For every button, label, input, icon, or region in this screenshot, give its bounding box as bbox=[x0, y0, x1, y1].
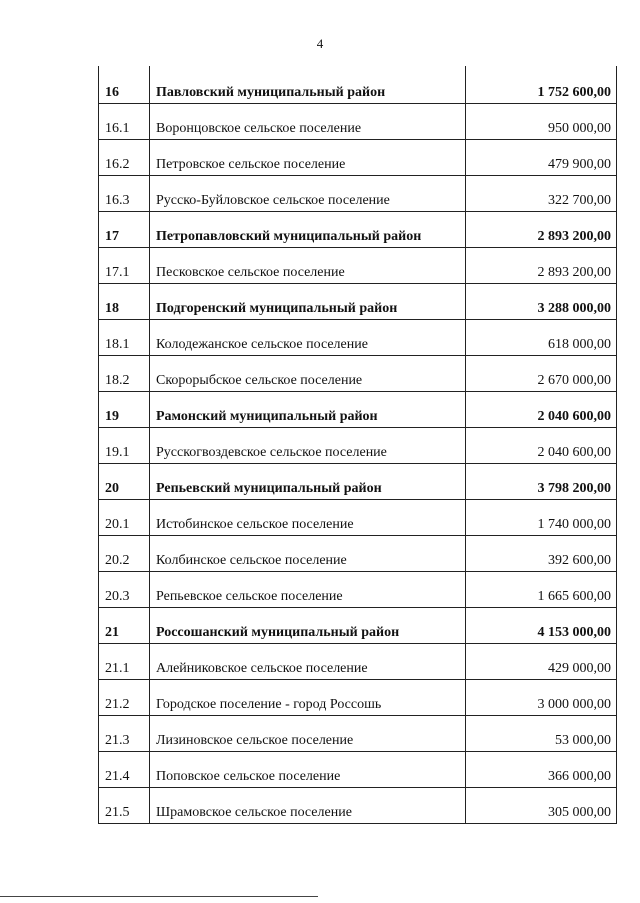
table-row-settlement bbox=[99, 715, 617, 751]
row-number-cell: 21.3 bbox=[99, 715, 150, 751]
row-number-cell: 16 bbox=[99, 66, 150, 103]
row-amount-cell: 322 700,00 bbox=[466, 175, 617, 211]
row-name-cell: Петропавловский муниципальный район bbox=[150, 211, 466, 247]
table-row-settlement bbox=[99, 679, 617, 715]
row-number-cell: 21.1 bbox=[99, 643, 150, 679]
row-number-cell: 20.1 bbox=[99, 499, 150, 535]
row-amount-cell: 392 600,00 bbox=[466, 535, 617, 571]
row-amount-cell: 366 000,00 bbox=[466, 751, 617, 787]
table-row-settlement bbox=[99, 643, 617, 679]
row-number-cell: 21.5 bbox=[99, 787, 150, 823]
row-name-cell: Городское поселение - город Россошь bbox=[150, 679, 466, 715]
table-row-settlement bbox=[99, 103, 617, 139]
row-number-cell: 18 bbox=[99, 283, 150, 319]
row-amount-cell: 3 798 200,00 bbox=[466, 463, 617, 499]
row-number-cell: 16.3 bbox=[99, 175, 150, 211]
row-amount-cell: 618 000,00 bbox=[466, 319, 617, 355]
row-name-cell: Истобинское сельское поселение bbox=[150, 499, 466, 535]
row-name-cell: Петровское сельское поселение bbox=[150, 139, 466, 175]
row-number-cell: 20.3 bbox=[99, 571, 150, 607]
row-name-cell: Русско-Буйловское сельское поселение bbox=[150, 175, 466, 211]
page-number: 4 bbox=[316, 36, 324, 51]
row-amount-cell: 950 000,00 bbox=[466, 103, 617, 139]
row-number-cell: 18.1 bbox=[99, 319, 150, 355]
row-number-cell: 17 bbox=[99, 211, 150, 247]
row-name-cell: Репьевский муниципальный район bbox=[150, 463, 466, 499]
row-number-cell: 19 bbox=[99, 391, 150, 427]
row-name-cell: Колодежанское сельское поселение bbox=[150, 319, 466, 355]
row-amount-cell: 1 752 600,00 bbox=[466, 66, 617, 103]
row-amount-cell: 429 000,00 bbox=[466, 643, 617, 679]
row-number-cell: 16.2 bbox=[99, 139, 150, 175]
row-number-cell: 19.1 bbox=[99, 427, 150, 463]
row-name-cell: Репьевское сельское поселение bbox=[150, 571, 466, 607]
table-row-settlement bbox=[99, 139, 617, 175]
row-amount-cell: 2 670 000,00 bbox=[466, 355, 617, 391]
row-amount-cell: 3 288 000,00 bbox=[466, 283, 617, 319]
row-amount-cell: 4 153 000,00 bbox=[466, 607, 617, 643]
row-amount-cell: 479 900,00 bbox=[466, 139, 617, 175]
table-row-settlement bbox=[99, 175, 617, 211]
row-number-cell: 17.1 bbox=[99, 247, 150, 283]
table-row-settlement bbox=[99, 427, 617, 463]
budget-table bbox=[98, 66, 617, 824]
row-number-cell: 16.1 bbox=[99, 103, 150, 139]
row-number-cell: 21.4 bbox=[99, 751, 150, 787]
row-number-cell: 20.2 bbox=[99, 535, 150, 571]
row-name-cell: Шрамовское сельское поселение bbox=[150, 787, 466, 823]
table-row-district bbox=[99, 211, 617, 247]
row-name-cell: Павловский муниципальный район bbox=[150, 66, 466, 103]
table-row-settlement bbox=[99, 751, 617, 787]
row-amount-cell: 1 665 600,00 bbox=[466, 571, 617, 607]
row-amount-cell: 1 740 000,00 bbox=[466, 499, 617, 535]
table-row-settlement bbox=[99, 247, 617, 283]
row-name-cell: Лизиновское сельское поселение bbox=[150, 715, 466, 751]
table-row-settlement bbox=[99, 319, 617, 355]
table-row-settlement bbox=[99, 571, 617, 607]
table-row-district bbox=[99, 463, 617, 499]
table-row-district bbox=[99, 391, 617, 427]
row-amount-cell: 2 040 600,00 bbox=[466, 427, 617, 463]
row-number-cell: 20 bbox=[99, 463, 150, 499]
row-name-cell: Скорорыбское сельское поселение bbox=[150, 355, 466, 391]
table-row-settlement bbox=[99, 787, 617, 823]
row-name-cell: Русскогвоздевское сельское поселение bbox=[150, 427, 466, 463]
table-row-district bbox=[99, 607, 617, 643]
row-name-cell: Рамонский муниципальный район bbox=[150, 391, 466, 427]
row-amount-cell: 305 000,00 bbox=[466, 787, 617, 823]
table-body bbox=[99, 66, 617, 823]
row-name-cell: Алейниковское сельское поселение bbox=[150, 643, 466, 679]
row-amount-cell: 2 040 600,00 bbox=[466, 391, 617, 427]
row-amount-cell: 3 000 000,00 bbox=[466, 679, 617, 715]
row-name-cell: Подгоренский муниципальный район bbox=[150, 283, 466, 319]
row-amount-cell: 2 893 200,00 bbox=[466, 247, 617, 283]
row-name-cell: Колбинское сельское поселение bbox=[150, 535, 466, 571]
table-row-district bbox=[99, 66, 617, 103]
row-amount-cell: 2 893 200,00 bbox=[466, 211, 617, 247]
row-name-cell: Песковское сельское поселение bbox=[150, 247, 466, 283]
row-number-cell: 21 bbox=[99, 607, 150, 643]
table-row-settlement bbox=[99, 355, 617, 391]
table-row-district bbox=[99, 283, 617, 319]
row-amount-cell: 53 000,00 bbox=[466, 715, 617, 751]
table-row-settlement bbox=[99, 499, 617, 535]
row-number-cell: 18.2 bbox=[99, 355, 150, 391]
row-name-cell: Россошанский муниципальный район bbox=[150, 607, 466, 643]
row-number-cell: 21.2 bbox=[99, 679, 150, 715]
table-row-settlement bbox=[99, 535, 617, 571]
footer-divider bbox=[0, 896, 318, 897]
row-name-cell: Воронцовское сельское поселение bbox=[150, 103, 466, 139]
row-name-cell: Поповское сельское поселение bbox=[150, 751, 466, 787]
